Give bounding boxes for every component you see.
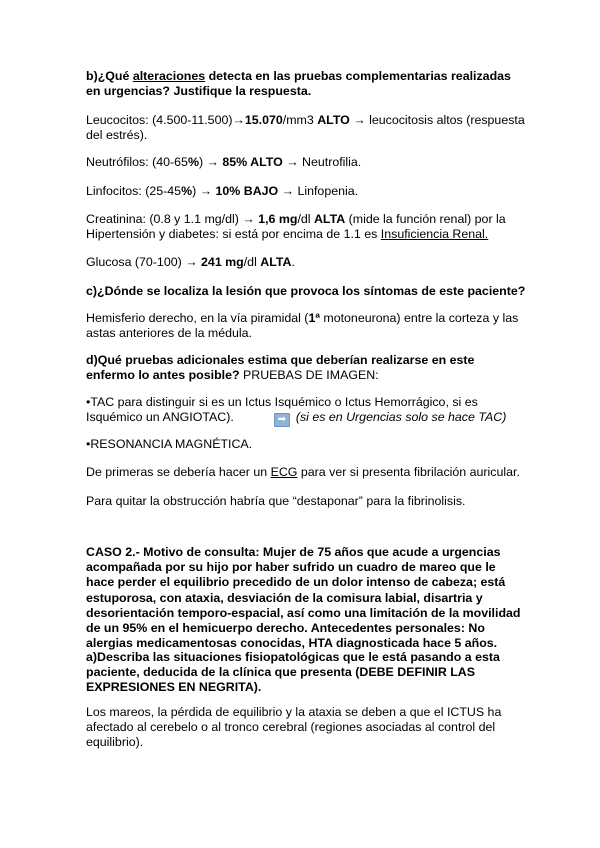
leucocitos-value: 15.070 [244, 113, 283, 127]
glucosa-rest: . [291, 255, 295, 269]
question-b [86, 69, 526, 99]
neutrofilos-label: Neutrófilos: (40-65 [86, 155, 188, 169]
linfocitos-pct: % [181, 184, 193, 198]
answer-c [86, 311, 526, 341]
linfocitos-value: 10% BAJO [215, 184, 279, 198]
leucocitos-label: Leucocitos: (4.500-11.500) [86, 113, 233, 127]
ecg-line [86, 465, 526, 480]
answer-c-bold: 1ª [308, 311, 320, 325]
ecg-pre: De primeras se debería hacer un [86, 465, 271, 479]
linfocitos-line [86, 184, 526, 199]
neutrofilos-line [86, 155, 526, 170]
creatinina-arrow: → [242, 212, 259, 226]
answer-c-pre: Hemisferio derecho, en la vía piramidal ( [86, 311, 309, 325]
linfocitos-rest: → Linfopenia. [278, 184, 359, 198]
caso2-description: CASO 2.- Motivo de consulta: Mujer de 75 años que acude a urgencias acompañada por su hijo por haber sufrido un cuadro de mareo que le hace perder el equilibrio precedido de un dolor intenso de cabeza; está estuporosa, con ataxia, desviación de la comisura labial, disartria y desorientación temporo-espacial, así como una limitación de la movilidad de un 95% en el hemicuerpo derecho. Antecedentes personales: No alergias medicamentosas conocidas, HTA diagnosticada hace 5 años. [86, 545, 521, 651]
creatinina-unit: /dl [297, 212, 314, 226]
linfocitos-arrow: ) → [192, 184, 216, 198]
neutrofilos-arrow: ) → [198, 155, 223, 169]
caso2-question-a: a)Describa las situaciones fisiopatológicas que le está pasando a esta paciente, deducida de la clínica que presenta (DEBE DEFINIR LAS EXPRESIONES EN NEGRITA). [86, 650, 500, 695]
glucosa-line [86, 255, 526, 270]
caso2-answer-a: Los mareos, la pérdida de equilibrio y la ataxia se deben a que el ICTUS ha afectado al cerebelo o al tronco cerebral (regiones asociadas al control del equilibrio). [86, 705, 502, 750]
glucosa-flag: ALTA [260, 255, 292, 269]
neutrofilos-rest: → Neutrofilia. [282, 155, 362, 169]
glucosa-unit: /dl [243, 255, 261, 269]
question-d [86, 353, 526, 383]
question-d-text: d)Qué pruebas adicionales estima que deberían realizarse en este enfermo lo antes posible? [86, 353, 475, 383]
leucocitos-flag: ALTO [317, 113, 350, 127]
neutrofilos-value: 85% ALTO [222, 155, 283, 169]
creatinina-rest: (mide la función renal) por la Hipertensión y diabetes: si está por encima de 1.1 es [86, 212, 506, 242]
tac-line [86, 395, 526, 427]
creatinina-value: 1,6 mg [258, 212, 298, 226]
insuficiencia-renal-text: Insuficiencia Renal. [380, 227, 489, 242]
question-c: c)¿Dónde se localiza la lesión que provoca los síntomas de este paciente? [86, 284, 526, 298]
leucocitos-rest: → leucocitosis altos (respuesta del estrés). [86, 113, 525, 143]
question-b-suffix: detecta en las pruebas complementarias realizadas en urgencias? Justifique la respuesta. [86, 69, 511, 99]
tac-text: •TAC para distinguir si es un Ictus Isquémico o Ictus Hemorrágico, si es Isquémico un ANGIOTAC). [86, 395, 478, 425]
ecg-text: ECG [270, 465, 298, 479]
glucosa-value: 241 mg [201, 255, 244, 269]
question-d-tail: PRUEBAS DE IMAGEN: [239, 368, 379, 383]
fibrinolisis-line: Para quitar la obstrucción habría que “destaponar” para la fibrinolisis. [86, 494, 466, 508]
answer-c-post: motoneurona) entre la corteza y las astas anteriores de la médula. [86, 311, 519, 341]
creatinina-label: Creatinina: (0.8 y 1.1 mg/dl) [86, 212, 243, 226]
linfocitos-label: Linfocitos: (25-45 [86, 184, 182, 198]
resonancia-line: •RESONANCIA MAGNÉTICA. [86, 437, 253, 451]
creatinina-flag: ALTA [313, 212, 346, 226]
leucocitos-unit: /mm3 [282, 113, 318, 127]
tac-note: (si es en Urgencias solo se hace TAC) [295, 410, 507, 425]
glucosa-arrow: → [185, 255, 202, 269]
ecg-post: para ver si presenta fibrilación auricular. [297, 465, 520, 479]
glucosa-label: Glucosa (70-100) [86, 255, 186, 269]
question-b-prefix: b)¿Qué [86, 69, 133, 83]
arrow-right-icon: ➡ [274, 413, 290, 427]
neutrofilos-pct: % [187, 155, 199, 169]
question-b-underlined: alteraciones [132, 69, 206, 83]
creatinina-line [86, 212, 526, 242]
leucocitos-line [86, 113, 526, 143]
leucocitos-arrow: → [232, 113, 245, 127]
